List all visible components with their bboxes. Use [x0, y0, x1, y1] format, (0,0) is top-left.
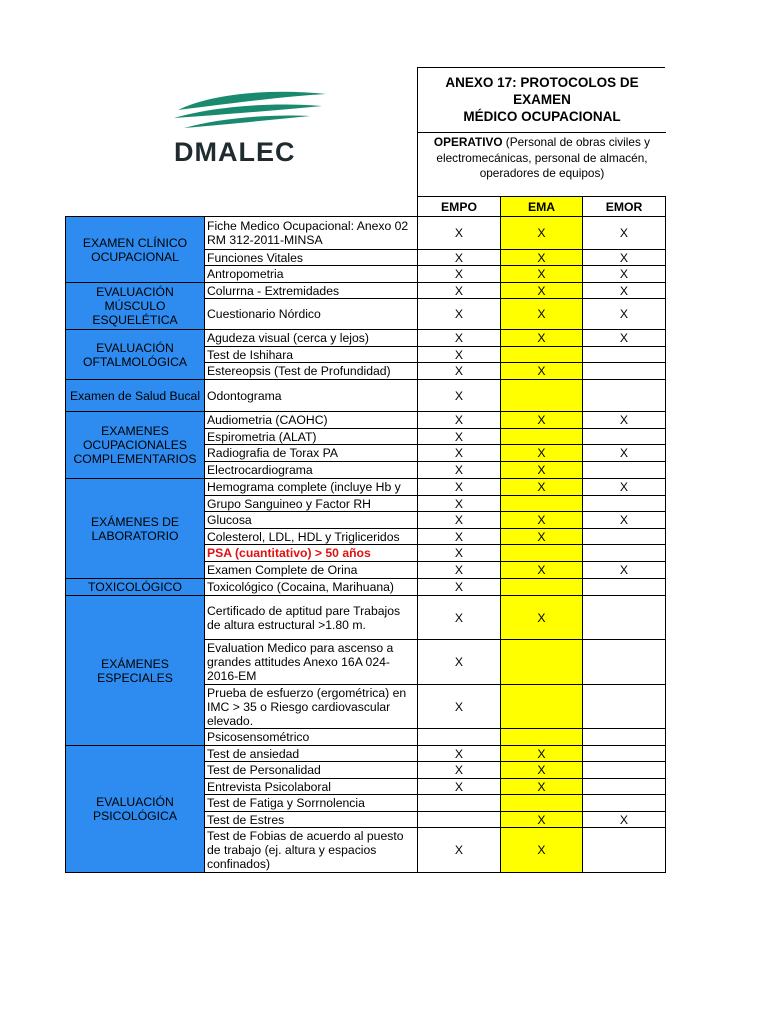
table-row: [66, 283, 666, 299]
empo-mark: X: [418, 562, 501, 579]
ema-mark: [501, 545, 583, 562]
ema-mark: X: [501, 283, 583, 299]
exam-name-cell: Colurrna - Extremidades: [205, 283, 418, 299]
exam-name-cell: Hemograma complete (incluye Hb y: [205, 479, 418, 496]
empo-mark: X: [418, 685, 501, 729]
ema-mark: [501, 729, 583, 746]
emor-mark: X: [583, 283, 666, 299]
emor-mark: [583, 596, 666, 640]
empo-mark: X: [418, 330, 501, 347]
exam-name-cell: Examen Complete de Orina: [205, 562, 418, 579]
empo-mark: X: [418, 640, 501, 685]
emor-mark: [583, 640, 666, 685]
table-row: [66, 412, 666, 429]
exam-name-cell: Glucosa: [205, 512, 418, 529]
exam-name-cell: Espirometria (ALAT): [205, 429, 418, 445]
emor-mark: X: [583, 512, 666, 529]
operativo-text: (Personal de obras civiles y electromecánicas, personal de almacén, operadores de equipos): [436, 135, 651, 180]
empo-mark: X: [418, 429, 501, 445]
ema-mark: [501, 685, 583, 729]
col-header-empo: EMPO: [418, 197, 501, 217]
empo-mark: X: [418, 762, 501, 779]
company-logo: [170, 84, 330, 170]
emor-mark: [583, 529, 666, 545]
ema-mark: X: [501, 250, 583, 266]
emor-mark: X: [583, 479, 666, 496]
empo-mark: X: [418, 746, 501, 762]
ema-mark: X: [501, 779, 583, 795]
exam-protocol-table: [65, 196, 666, 873]
ema-mark: X: [501, 412, 583, 429]
empo-mark: X: [418, 412, 501, 429]
emor-mark: [583, 462, 666, 479]
empo-mark: X: [418, 479, 501, 496]
empo-mark: [418, 812, 501, 828]
exam-name-cell: Estereopsis (Test de Profundidad): [205, 363, 418, 380]
protocol-title: [418, 68, 666, 133]
ema-mark: X: [501, 762, 583, 779]
empo-mark: X: [418, 462, 501, 479]
empo-mark: X: [418, 266, 501, 283]
exam-name-cell: Audiometria (CAOHC): [205, 412, 418, 429]
ema-mark: X: [501, 812, 583, 828]
empo-mark: X: [418, 828, 501, 873]
ema-mark: [501, 795, 583, 812]
emor-mark: X: [583, 562, 666, 579]
emor-mark: [583, 729, 666, 746]
category-cell: EVALUACIÓN OFTALMOLÓGICA: [66, 330, 205, 380]
ema-mark: X: [501, 746, 583, 762]
ema-mark: X: [501, 299, 583, 330]
category-cell: EVALUACIÓN MÚSCULO ESQUELÉTICA: [66, 283, 205, 330]
empo-mark: X: [418, 512, 501, 529]
table-row: [66, 380, 666, 412]
protocol-header: [417, 67, 665, 197]
emor-mark: [583, 762, 666, 779]
table-row: [66, 217, 666, 250]
empo-mark: X: [418, 579, 501, 596]
emor-mark: [583, 429, 666, 445]
exam-name-cell: Odontograma: [205, 380, 418, 412]
exam-name-cell: Radiografia de Torax PA: [205, 445, 418, 462]
ema-mark: [501, 429, 583, 445]
ema-mark: [501, 496, 583, 512]
title-line: MÉDICO OCUPACIONAL: [463, 109, 621, 124]
emor-mark: [583, 380, 666, 412]
empty-header: [205, 197, 418, 217]
title-line: ANEXO 17: PROTOCOLOS DE: [445, 75, 639, 90]
exam-name-cell: Toxicológico (Cocaina, Marihuana): [205, 579, 418, 596]
ema-mark: [501, 579, 583, 596]
emor-mark: X: [583, 412, 666, 429]
ema-mark: [501, 347, 583, 363]
exam-name-cell: Test de Fatiga y Sorrnolencia: [205, 795, 418, 812]
empo-mark: X: [418, 250, 501, 266]
category-cell: EVALUACIÓN PSICOLÓGICA: [66, 746, 205, 873]
exam-name-cell: Electrocardiograma: [205, 462, 418, 479]
logo-text: DMALEC: [174, 137, 296, 167]
table-row: [66, 746, 666, 762]
category-cell: EXÁMENES ESPECIALES: [66, 596, 205, 746]
empo-mark: [418, 729, 501, 746]
table-row: [66, 596, 666, 640]
emor-mark: X: [583, 445, 666, 462]
exam-name-cell: Agudeza visual (cerca y lejos): [205, 330, 418, 347]
emor-mark: X: [583, 250, 666, 266]
empty-corner: [66, 197, 205, 217]
category-cell: EXÁMENES DE LABORATORIO: [66, 479, 205, 579]
exam-name-cell: Fiche Medico Ocupacional: Anexo 02 RM 312-2011-MINSA: [205, 217, 418, 250]
empo-mark: X: [418, 445, 501, 462]
exam-name-cell: Test de Estres: [205, 812, 418, 828]
ema-mark: X: [501, 462, 583, 479]
emor-mark: [583, 579, 666, 596]
emor-mark: X: [583, 217, 666, 250]
ema-mark: X: [501, 828, 583, 873]
emor-mark: [583, 828, 666, 873]
exam-name-cell: Colesterol, LDL, HDL y Trigliceridos: [205, 529, 418, 545]
exam-name-cell: Test de Personalidad: [205, 762, 418, 779]
exam-name-cell: Funciones Vitales: [205, 250, 418, 266]
ema-mark: X: [501, 512, 583, 529]
category-cell: Examen de Salud Bucal: [66, 380, 205, 412]
ema-mark: X: [501, 445, 583, 462]
category-cell: EXAMENES OCUPACIONALES COMPLEMENTARIOS: [66, 412, 205, 479]
exam-name-cell: Prueba de esfuerzo (ergométrica) en IMC > 35 o Riesgo cardiovascular elevado.: [205, 685, 418, 729]
table-row: [66, 479, 666, 496]
exam-name-cell: Grupo Sanguineo y Factor RH: [205, 496, 418, 512]
emor-mark: [583, 746, 666, 762]
ema-mark: X: [501, 479, 583, 496]
category-cell: TOXICOLÓGICO: [66, 579, 205, 596]
empo-mark: X: [418, 545, 501, 562]
column-header-row: [66, 197, 666, 217]
col-header-ema: EMA: [501, 197, 583, 217]
empo-mark: X: [418, 529, 501, 545]
exam-name-cell: [205, 545, 418, 562]
emor-mark: [583, 779, 666, 795]
empo-mark: X: [418, 363, 501, 380]
ema-mark: X: [501, 266, 583, 283]
emor-mark: [583, 363, 666, 380]
category-cell: EXAMEN CLÍNICO OCUPACIONAL: [66, 217, 205, 283]
empo-mark: X: [418, 283, 501, 299]
emor-mark: [583, 685, 666, 729]
empo-mark: X: [418, 596, 501, 640]
empo-mark: X: [418, 347, 501, 363]
empo-mark: X: [418, 299, 501, 330]
ema-mark: [501, 640, 583, 685]
emor-mark: X: [583, 330, 666, 347]
ema-mark: [501, 380, 583, 412]
col-header-emor: EMOR: [583, 197, 666, 217]
exam-name-cell: Certificado de aptitud pare Trabajos de altura estructural >1.80 m.: [205, 596, 418, 640]
exam-name-cell: Evaluation Medico para ascenso a grandes attitudes Anexo 16A 024-2016-EM: [205, 640, 418, 685]
exam-name-cell: Test de Ishihara: [205, 347, 418, 363]
empo-mark: X: [418, 779, 501, 795]
ema-mark: X: [501, 596, 583, 640]
emor-mark: X: [583, 299, 666, 330]
emor-mark: X: [583, 266, 666, 283]
empo-mark: X: [418, 380, 501, 412]
empo-mark: X: [418, 496, 501, 512]
emor-mark: X: [583, 812, 666, 828]
operativo-label: OPERATIVO: [433, 135, 503, 149]
logo-swoosh-icon: [170, 84, 330, 136]
ema-mark: X: [501, 562, 583, 579]
exam-name-cell: Test de Fobias de acuerdo al puesto de trabajo (ej. altura y espacios confinados): [205, 828, 418, 873]
empo-mark: X: [418, 217, 501, 250]
table-row: [66, 579, 666, 596]
ema-mark: X: [501, 363, 583, 380]
exam-name-cell: Psicosensométrico: [205, 729, 418, 746]
exam-name-cell: Cuestionario Nórdico: [205, 299, 418, 330]
exam-name-cell: Test de ansiedad: [205, 746, 418, 762]
title-line: EXAMEN: [513, 92, 571, 107]
ema-mark: X: [501, 529, 583, 545]
emor-mark: [583, 545, 666, 562]
table-row: [66, 330, 666, 347]
operativo-description: [418, 133, 666, 198]
empo-mark: [418, 795, 501, 812]
exam-name-highlight: PSA (cuantitativo) > 50 años: [207, 546, 371, 560]
exam-name-cell: Antropometria: [205, 266, 418, 283]
emor-mark: [583, 496, 666, 512]
exam-name-cell: Entrevista Psicolaboral: [205, 779, 418, 795]
emor-mark: [583, 347, 666, 363]
emor-mark: [583, 795, 666, 812]
ema-mark: X: [501, 330, 583, 347]
ema-mark: X: [501, 217, 583, 250]
